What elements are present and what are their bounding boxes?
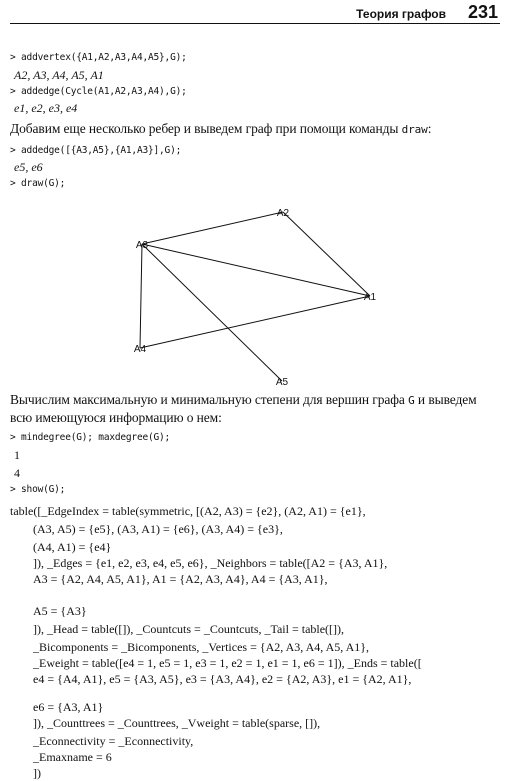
paragraph-degree-text: Вычислим максимальную и минимальную степени для вершин графа [10, 392, 405, 407]
maple-command-addedge-cycle: > addedge(Cycle(A1,A2,A3,A4),G); [10, 86, 187, 97]
paragraph-degree-line1 [10, 392, 477, 408]
graph-vertex-a3: A3 [135, 240, 149, 251]
maple-command-draw: > draw(G); [10, 178, 66, 189]
page-number: 231 [467, 2, 498, 22]
show-output-line: table([_EdgeIndex = table(symmetric, [(A2, A3) = {e2}, (A2, A1) = {e1}, [10, 504, 366, 518]
paragraph-draw-text: Добавим еще несколько ребер и выведем граф при помощи команды [10, 121, 399, 136]
show-output-line: ]) [33, 766, 41, 780]
graph-drawing [120, 200, 390, 395]
maple-command-degree: > mindegree(G); maxdegree(G); [10, 432, 171, 443]
show-output-line: _Eweight = table([e4 = 1, e5 = 1, e3 = 1, e2 = 1, e1 = 1, e6 = 1]), _Ends = table([ [33, 656, 422, 670]
paragraph-degree-end: и выведем [417, 392, 477, 407]
maple-command-addvertex: > addvertex({A1,A2,A3,A4,A5},G); [10, 52, 187, 63]
paragraph-degree-line2: всю имеющуюся информацию о нем: [10, 410, 222, 425]
show-output-line: ]), _Counttrees = _Counttrees, _Vweight = table(sparse, []), [33, 716, 321, 730]
graph-edge-a3-a5 [142, 244, 282, 381]
maple-output-maxdegree: 4 [14, 466, 20, 480]
inline-command-draw: draw [401, 123, 428, 136]
show-output-line: A3 = {A2, A4, A5, A1}, A1 = {A2, A3, A4}, A4 = {A3, A1}, [33, 572, 328, 586]
graph-edge-a4-a1 [140, 296, 370, 348]
paragraph-draw [10, 121, 431, 137]
show-output-line: _Econnectivity = _Econnectivity, [33, 734, 194, 748]
show-output-line: _Bicomponents = _Bicomponents, _Vertices = {A2, A3, A4, A5, A1}, [33, 640, 370, 654]
show-output-line: (A4, A1) = {e4} [33, 540, 112, 554]
show-output-line: ]), _Head = table([]), _Countcuts = _Countcuts, _Tail = table([]), [33, 622, 345, 636]
maple-output-vertices: A2, A3, A4, A5, A1 [14, 68, 104, 82]
graph-edge-a2-a1 [283, 212, 370, 296]
graph-edge-a3-a1 [142, 244, 370, 296]
graph-vertex-a4: A4 [133, 344, 147, 355]
show-output-line: e6 = {A3, A1} [33, 700, 104, 714]
running-title: Теория графов [356, 7, 446, 21]
show-output-line: e4 = {A4, A1}, e5 = {A3, A5}, e3 = {A3, A4}, e2 = {A2, A3}, e1 = {A2, A1}, [33, 672, 412, 686]
graph-edge-a3-a4 [140, 244, 142, 348]
paragraph-draw-colon: : [427, 121, 432, 136]
maple-output-edges: e1, e2, e3, e4 [14, 101, 78, 115]
maple-command-addedge-list: > addedge([{A3,A5},{A1,A3}],G); [10, 145, 182, 156]
maple-output-new-edges: e5, e6 [14, 160, 43, 174]
show-output-line: (A3, A5) = {e5}, (A3, A1) = {e6}, (A3, A4) = {e3}, [33, 522, 283, 536]
graph-vertex-a5: A5 [275, 377, 289, 388]
inline-var-g: G [408, 394, 415, 407]
page-header [0, 0, 508, 26]
header-rule [10, 23, 500, 24]
maple-output-mindegree: 1 [14, 448, 20, 462]
graph-vertex-a2: A2 [276, 208, 290, 219]
show-output-line: ]), _Edges = {e1, e2, e3, e4, e5, e6}, _Neighbors = table([A2 = {A3, A1}, [33, 556, 388, 570]
show-output-line: A5 = {A3} [33, 604, 87, 618]
show-output-line: _Emaxname = 6 [33, 750, 112, 764]
graph-edge-a3-a2 [142, 212, 283, 244]
maple-command-show: > show(G); [10, 484, 66, 495]
graph-vertex-a1: A1 [363, 292, 377, 303]
